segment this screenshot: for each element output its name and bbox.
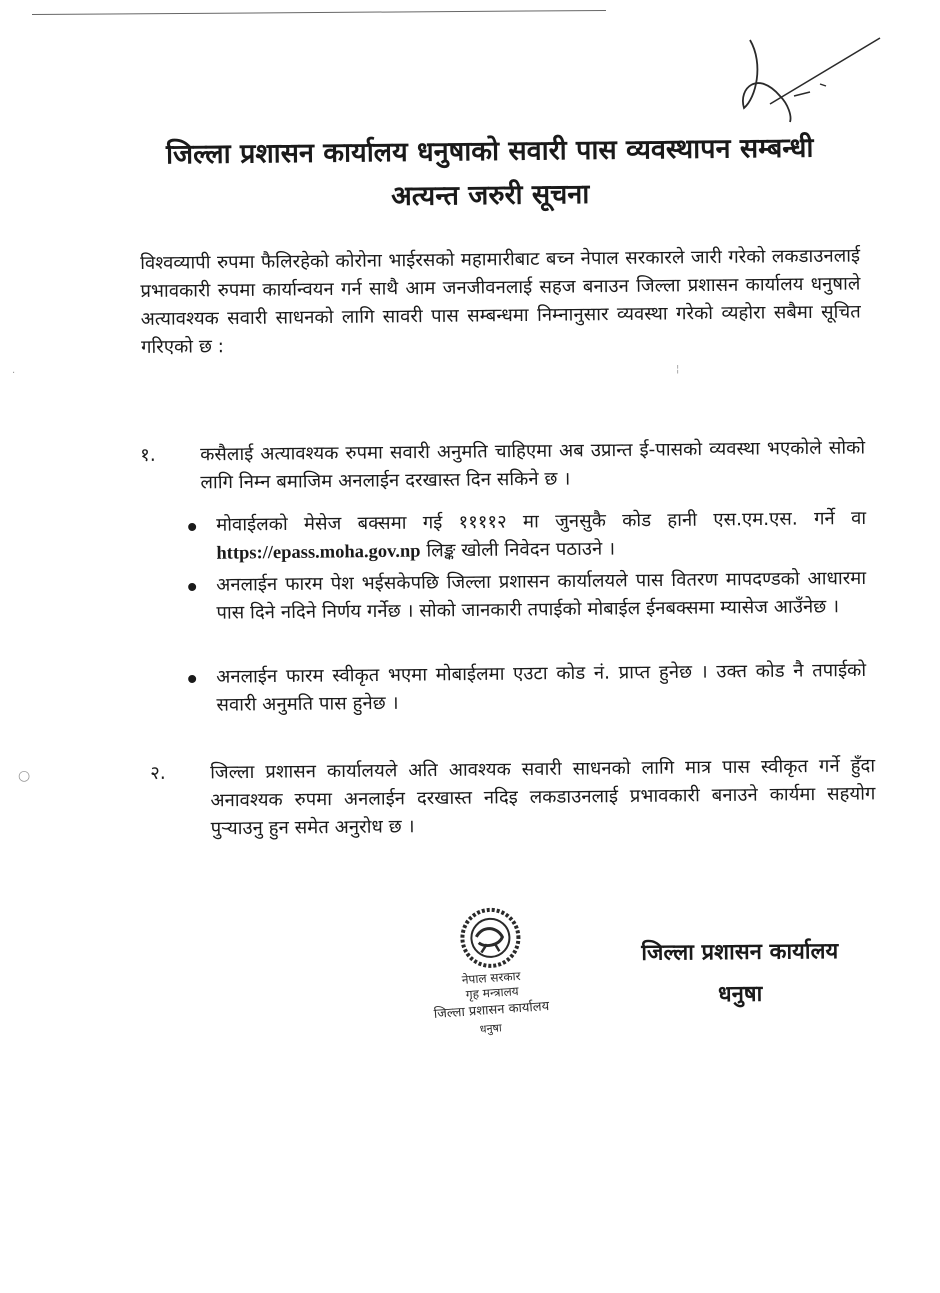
scan-speck: ¦ (676, 364, 680, 375)
title-line-1: जिल्ला प्रशासन कार्यालय धनुषाको सवारी पास व्यवस्थापन सम्बन्धी (165, 132, 814, 171)
item-number: २. (150, 762, 166, 784)
office-name: जिल्ला प्रशासन कार्यालय (641, 939, 839, 966)
notice-title (100, 126, 881, 222)
seal-line-3: जिल्ला प्रशासन कार्यालय (433, 998, 550, 1022)
bullet-dot (188, 523, 196, 531)
bullet-dot (188, 583, 196, 591)
bullet-text: अनलाईन फारम पेश भईसकेपछि जिल्ला प्रशासन कार्यालयले पास वितरण मापदण्डको आधारमा पास दिने नदिने निर्णय गर्नेछ । सोको जानकारी तपाईको मोबाईल ईनबक्समा म्यासेज आउँनेछ । (216, 567, 867, 624)
epass-link[interactable]: https://epass.moha.gov.np (216, 541, 421, 564)
title-line-2: अत्यन्त जरुरी सूचना (390, 178, 590, 213)
top-rule (32, 10, 606, 15)
signature-mark (730, 26, 890, 136)
item-number: १. (140, 444, 156, 466)
item-text: कसैलाई अत्यावश्यक रुपमा सवारी अनुमति चाहिएमा अब उप्रान्त ई-पासको व्यवस्था भएकोले सोको लागि निम्न बमाजिम अनलाईन दरखास्त दिन सकिने छ । (200, 437, 866, 494)
bullet-text-start: मोवाईलको मेसेज बक्समा गई ११११२ मा जुनसुकै कोड हानी एस.एम.एस. गर्ने वा (216, 507, 867, 536)
office-seal (405, 900, 575, 1050)
bullet-item-3 (188, 657, 868, 716)
bullet-dot (188, 675, 196, 683)
seal-line-2: गृह मन्त्रालय (465, 984, 520, 1002)
scan-speck: ○ (18, 768, 31, 784)
office-signature-block (605, 931, 876, 1017)
bullet-item-1 (188, 505, 868, 564)
seal-line-1: नेपाल सरकार (461, 968, 522, 987)
item-text: जिल्ला प्रशासन कार्यालयले अति आवश्यक सवारी साधनको लागि मात्र पास स्वीकृत गर्ने हुँदा अनावश्यक रुपमा अनलाईन दरखास्त नदिइ लकडाउनलाई प्रभावकारी बनाउने कार्यमा सहयोग पुऱ्याउनु हुन समेत अनुरोध छ । (210, 755, 876, 840)
bullet-text (216, 505, 867, 568)
seal-line-4: धनुषा (479, 1021, 503, 1036)
intro-paragraph: विश्वव्यापी रुपमा फैलिरहेको कोरोना भाईरसको महामारीबाट बच्न नेपाल सरकारले जारी गरेको लकडाउनलाई प्रभावकारी रुपमा कार्यान्वयन गर्न साथै आम जनजीवनलाई सहज बनाउन जिल्ला प्रशासन कार्यालय धनुषाले अत्यावश्यक सवारी साधनको लागि सावरी पास सम्बन्धमा निम्नानुसार व्यवस्था गरेको व्यहोरा सबैमा सूचित गरिएको छ : (140, 245, 861, 358)
bullet-text-end: लिङ्क खोली निवेदन पठाउने । (420, 538, 616, 562)
scan-speck: · (12, 368, 16, 379)
bullet-text: अनलाईन फारम स्वीकृत भएमा मोबाईलमा एउटा कोड नं. प्राप्त हुनेछ । उक्त कोड नै तपाईको सवारी अनुमति पास हुनेछ । (216, 659, 867, 716)
office-district: धनुषा (717, 981, 763, 1008)
